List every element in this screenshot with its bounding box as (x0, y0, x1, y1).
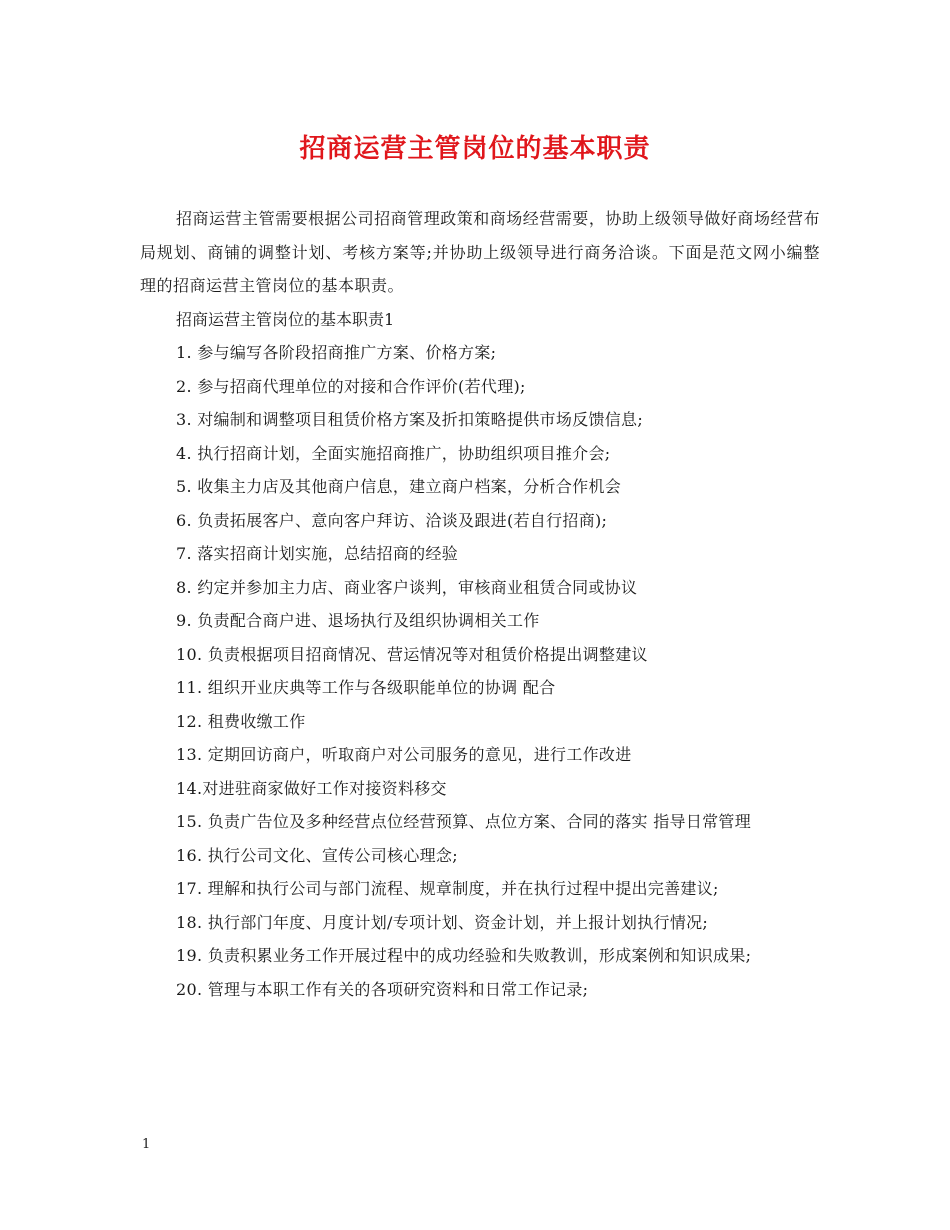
duty-item: 17. 理解和执行公司与部门流程、规章制度，并在执行过程中提出完善建议; (176, 879, 719, 898)
duty-item: 1. 参与编写各阶段招商推广方案、价格方案; (176, 343, 497, 362)
duty-item: 11. 组织开业庆典等工作与各级职能单位的协调 配合 (176, 678, 556, 697)
duty-item: 7. 落实招商计划实施，总结招商的经验 (176, 544, 459, 563)
duty-item: 14.对进驻商家做好工作对接资料移交 (176, 778, 447, 798)
duty-item: 12. 租费收缴工作 (176, 711, 306, 731)
duty-item: 20. 管理与本职工作有关的各项研究资料和日常工作记录; (176, 979, 589, 999)
document-title: 招商运营主管岗位的基本职责 (299, 134, 651, 164)
duty-item: 4. 执行招商计划，全面实施招商推广，协助组织项目推介会; (176, 443, 611, 463)
duty-item: 16. 执行公司文化、宣传公司核心理念; (176, 845, 458, 865)
duty-item: 13. 定期回访商户，听取商户对公司服务的意见，进行工作改进 (176, 745, 632, 764)
page-number: 1 (142, 1137, 151, 1152)
duty-item: 10. 负责根据项目招商情况、营运情况等对租赁价格提出调整建议 (176, 644, 648, 664)
duty-item: 19. 负责积累业务工作开展过程中的成功经验和失败教训，形成案例和知识成果; (176, 946, 752, 965)
document-body (140, 202, 820, 1006)
section-heading: 招商运营主管岗位的基本职责1 (176, 309, 395, 329)
duty-item: 3. 对编制和调整项目租赁价格方案及折扣策略提供市场反馈信息; (176, 410, 644, 429)
duty-item: 18. 执行部门年度、月度计划/专项计划、资金计划，并上报计划执行情况; (176, 912, 709, 932)
duty-item: 5. 收集主力店及其他商户信息，建立商户档案，分析合作机会 (176, 477, 622, 496)
duty-item: 2. 参与招商代理单位的对接和合作评价(若代理); (176, 376, 526, 396)
duty-item: 8. 约定并参加主力店、商业客户谈判，审核商业租赁合同或协议 (176, 577, 638, 597)
duty-item: 6. 负责拓展客户、意向客户拜访、洽谈及跟进(若自行招商); (176, 510, 608, 530)
duty-list (140, 336, 820, 1006)
duty-item: 15. 负责广告位及多种经营点位经营预算、点位方案、合同的落实 指导日常管理 (176, 812, 752, 831)
duty-item: 9. 负责配合商户进、退场执行及组织协调相关工作 (176, 611, 540, 630)
intro-paragraph: 招商运营主管需要根据公司招商管理政策和商场经营需要，协助上级领导做好商场经营布局规划、商铺的调整计划、考核方案等;并协助上级领导进行商务洽谈。下面是范文网小编整理的招商运营主管岗位的基本职责。 (140, 209, 820, 295)
